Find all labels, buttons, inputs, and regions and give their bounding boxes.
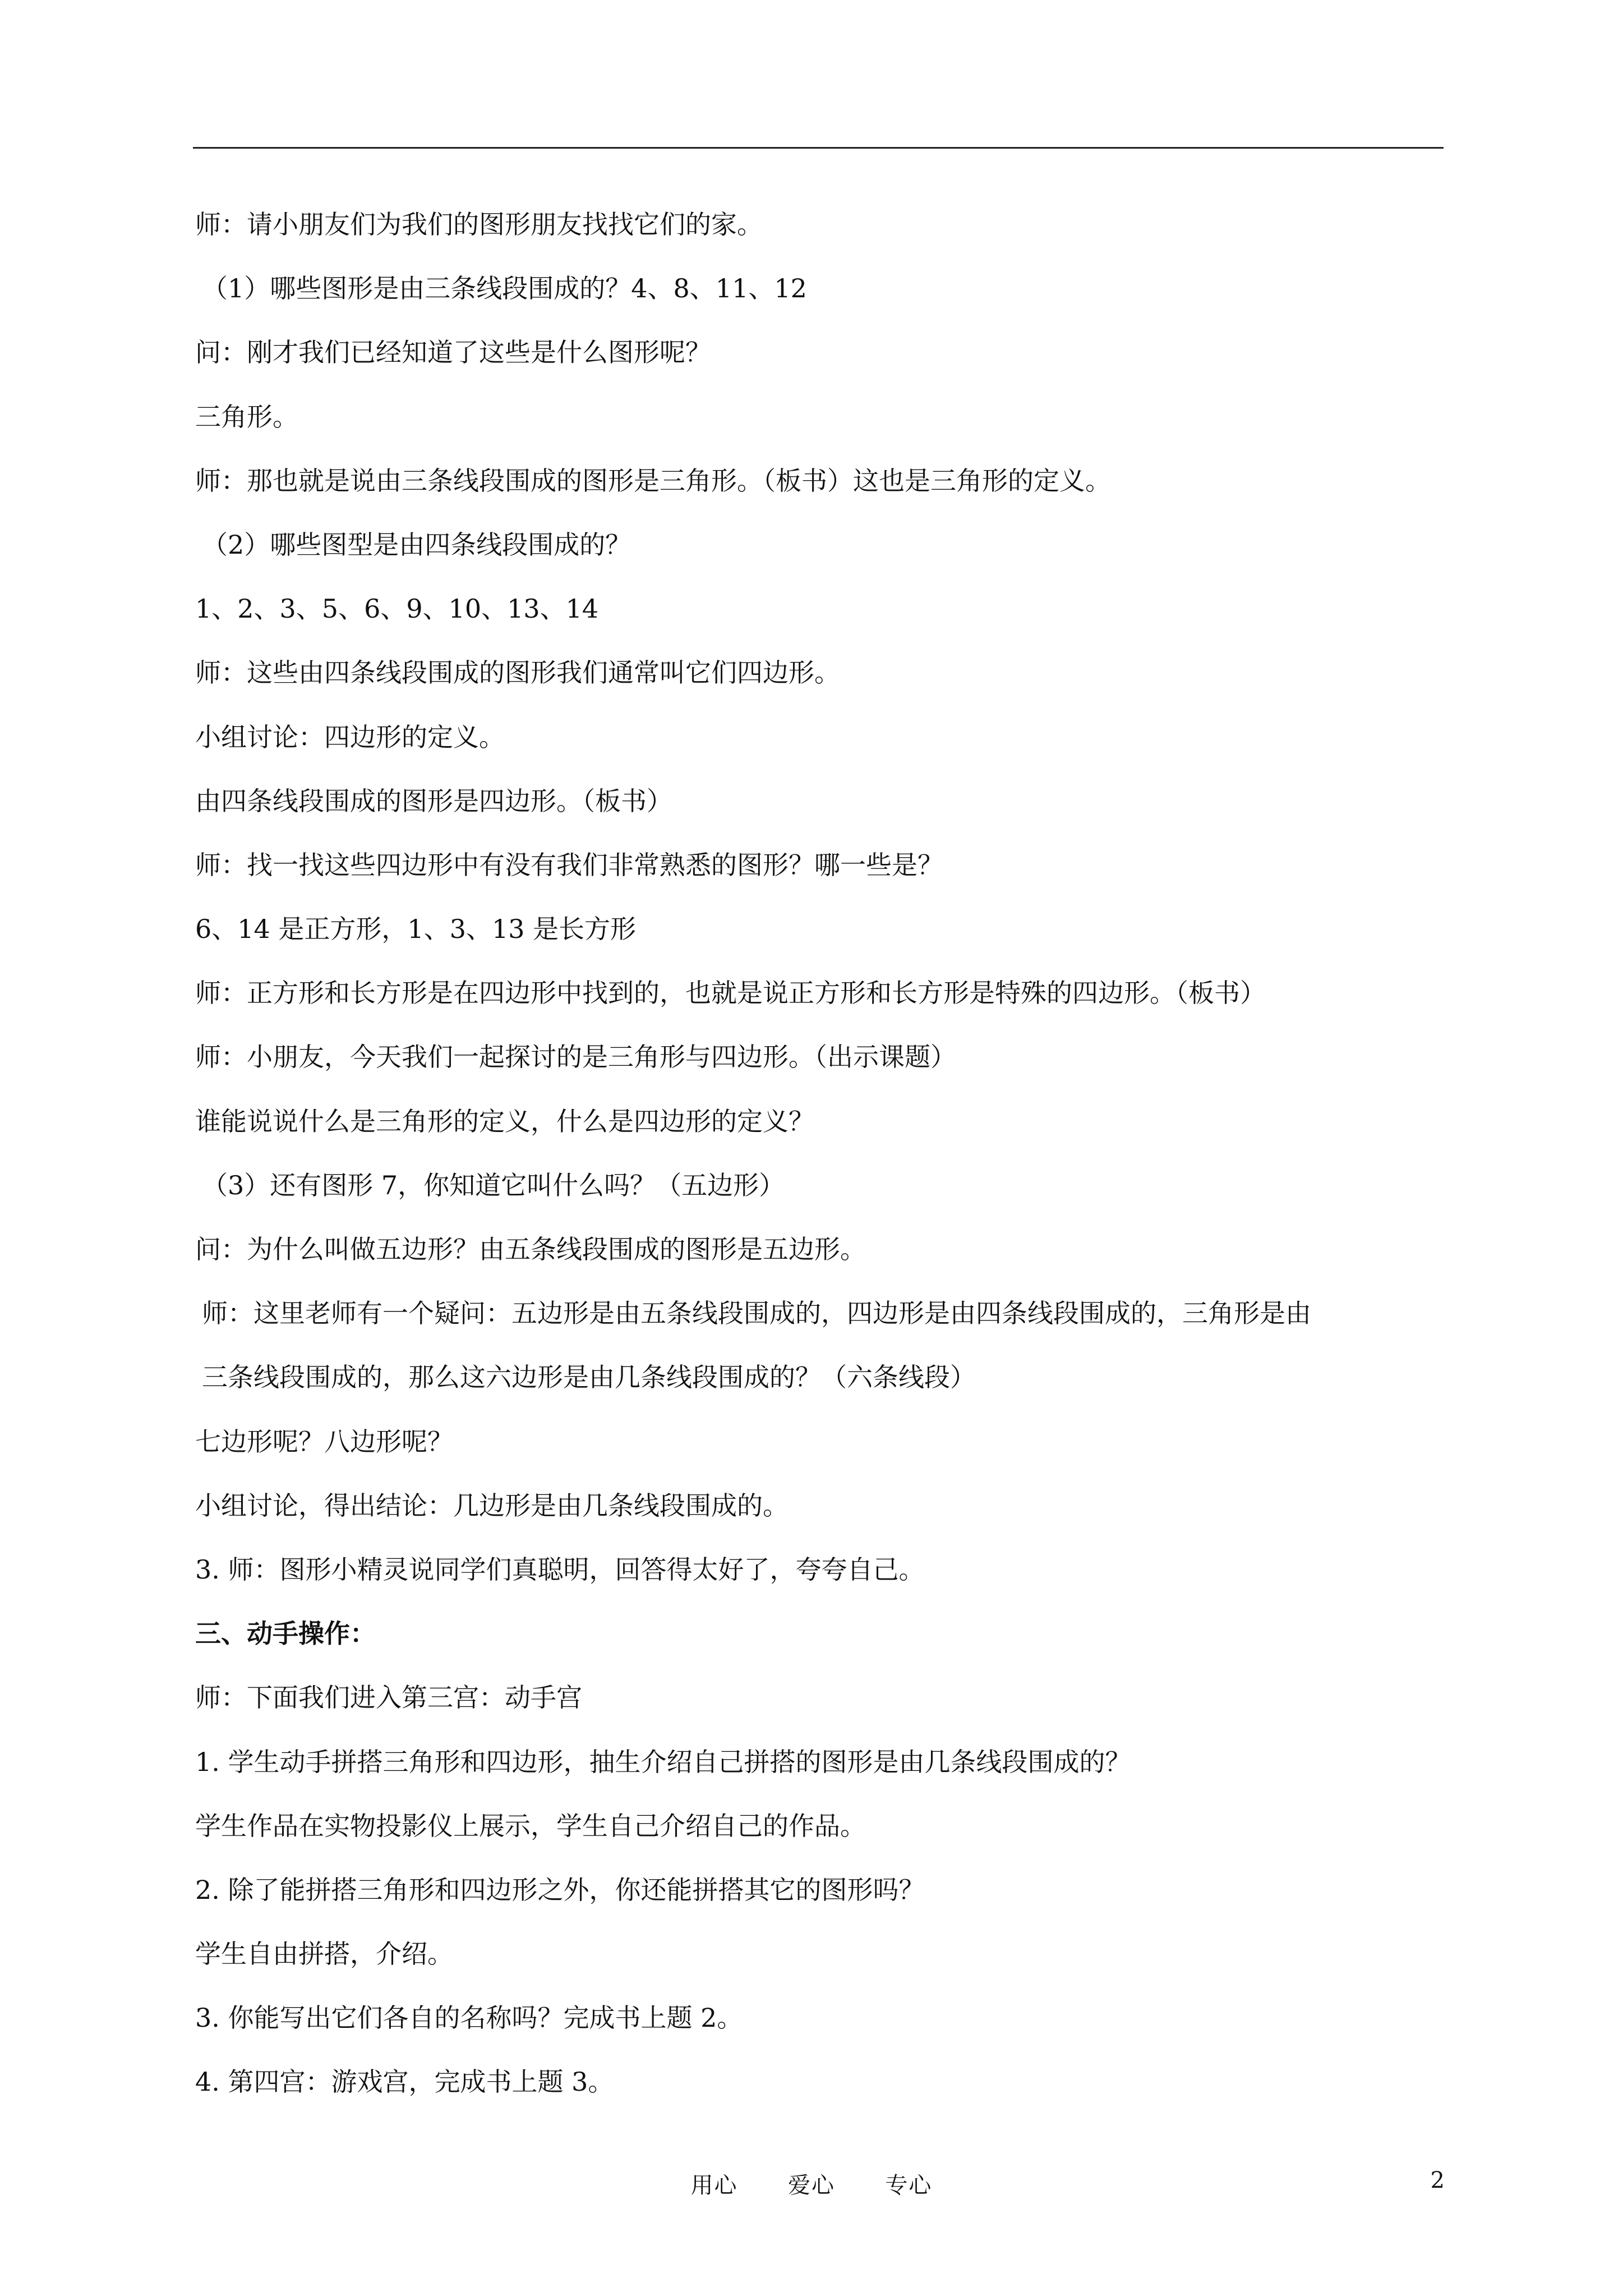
paragraph: 师：找一找这些四边形中有没有我们非常熟悉的图形？哪一些是？ — [195, 849, 943, 880]
footer-motto: 用心 爱心 专心 — [690, 2173, 933, 2198]
paragraph: 七边形呢？八边形呢？ — [195, 1426, 453, 1457]
paragraph: 师：这里老师有一个疑问：五边形是由五条线段围成的，四边形是由四条线段围成的，三角形是由 — [202, 1298, 1311, 1329]
paragraph: 学生作品在实物投影仪上展示，学生自己介绍自己的作品。 — [195, 1810, 866, 1841]
paragraph: （1）哪些图形是由三条线段围成的？4、8、11、12 — [202, 273, 807, 304]
paragraph: 师：那也就是说由三条线段围成的图形是三角形。（板书）这也是三角形的定义。 — [195, 465, 1111, 496]
header-rule — [193, 147, 1444, 149]
paragraph: （2）哪些图型是由四条线段围成的？ — [202, 529, 631, 560]
paragraph: （3）还有图形 7，你知道它叫什么吗？（五边形） — [202, 1170, 785, 1200]
document-body — [195, 209, 1451, 2131]
paragraph: 6、14 是正方形，1、3、13 是长方形 — [195, 914, 637, 945]
page-number: 2 — [1430, 2168, 1445, 2193]
paragraph: 师：请小朋友们为我们的图形朋友找找它们的家。 — [195, 209, 763, 240]
paragraph: 谁能说说什么是三角形的定义，什么是四边形的定义？ — [195, 1106, 814, 1137]
paragraph: 小组讨论：四边形的定义。 — [195, 721, 505, 752]
paragraph: 3. 你能写出它们各自的名称吗？完成书上题 2。 — [195, 2003, 743, 2033]
paragraph: 1. 学生动手拼搭三角形和四边形，抽生介绍自己拼搭的图形是由几条线段围成的？ — [195, 1746, 1131, 1777]
paragraph: 2. 除了能拼搭三角形和四边形之外，你还能拼搭其它的图形吗？ — [195, 1874, 925, 1905]
paragraph: 问：刚才我们已经知道了这些是什么图形呢？ — [195, 337, 711, 368]
paragraph: 三条线段围成的，那么这六边形是由几条线段围成的？（六条线段） — [202, 1362, 976, 1393]
paragraph: 4. 第四宫：游戏宫，完成书上题 3。 — [195, 2067, 614, 2097]
paragraph: 师：下面我们进入第三宫：动手宫 — [195, 1682, 582, 1713]
paragraph: 由四条线段围成的图形是四边形。（板书） — [195, 785, 672, 816]
paragraph: 1、2、3、5、6、9、10、13、14 — [195, 593, 599, 624]
paragraph: 师：小朋友，今天我们一起探讨的是三角形与四边形。（出示课题） — [195, 1042, 956, 1073]
paragraph: 问：为什么叫做五边形？由五条线段围成的图形是五边形。 — [195, 1234, 866, 1264]
paragraph: 3. 师：图形小精灵说同学们真聪明，回答得太好了，夸夸自己。 — [195, 1554, 925, 1585]
section-heading: 三、动手操作： — [195, 1618, 376, 1649]
paragraph: 学生自由拼搭，介绍。 — [195, 1939, 453, 1970]
paragraph: 小组讨论，得出结论：几边形是由几条线段围成的。 — [195, 1490, 789, 1521]
paragraph: 师：这些由四条线段围成的图形我们通常叫它们四边形。 — [195, 657, 840, 688]
paragraph: 三角形。 — [195, 401, 298, 432]
paragraph: 师：正方形和长方形是在四边形中找到的，也就是说正方形和长方形是特殊的四边形。（板书） — [195, 978, 1266, 1009]
